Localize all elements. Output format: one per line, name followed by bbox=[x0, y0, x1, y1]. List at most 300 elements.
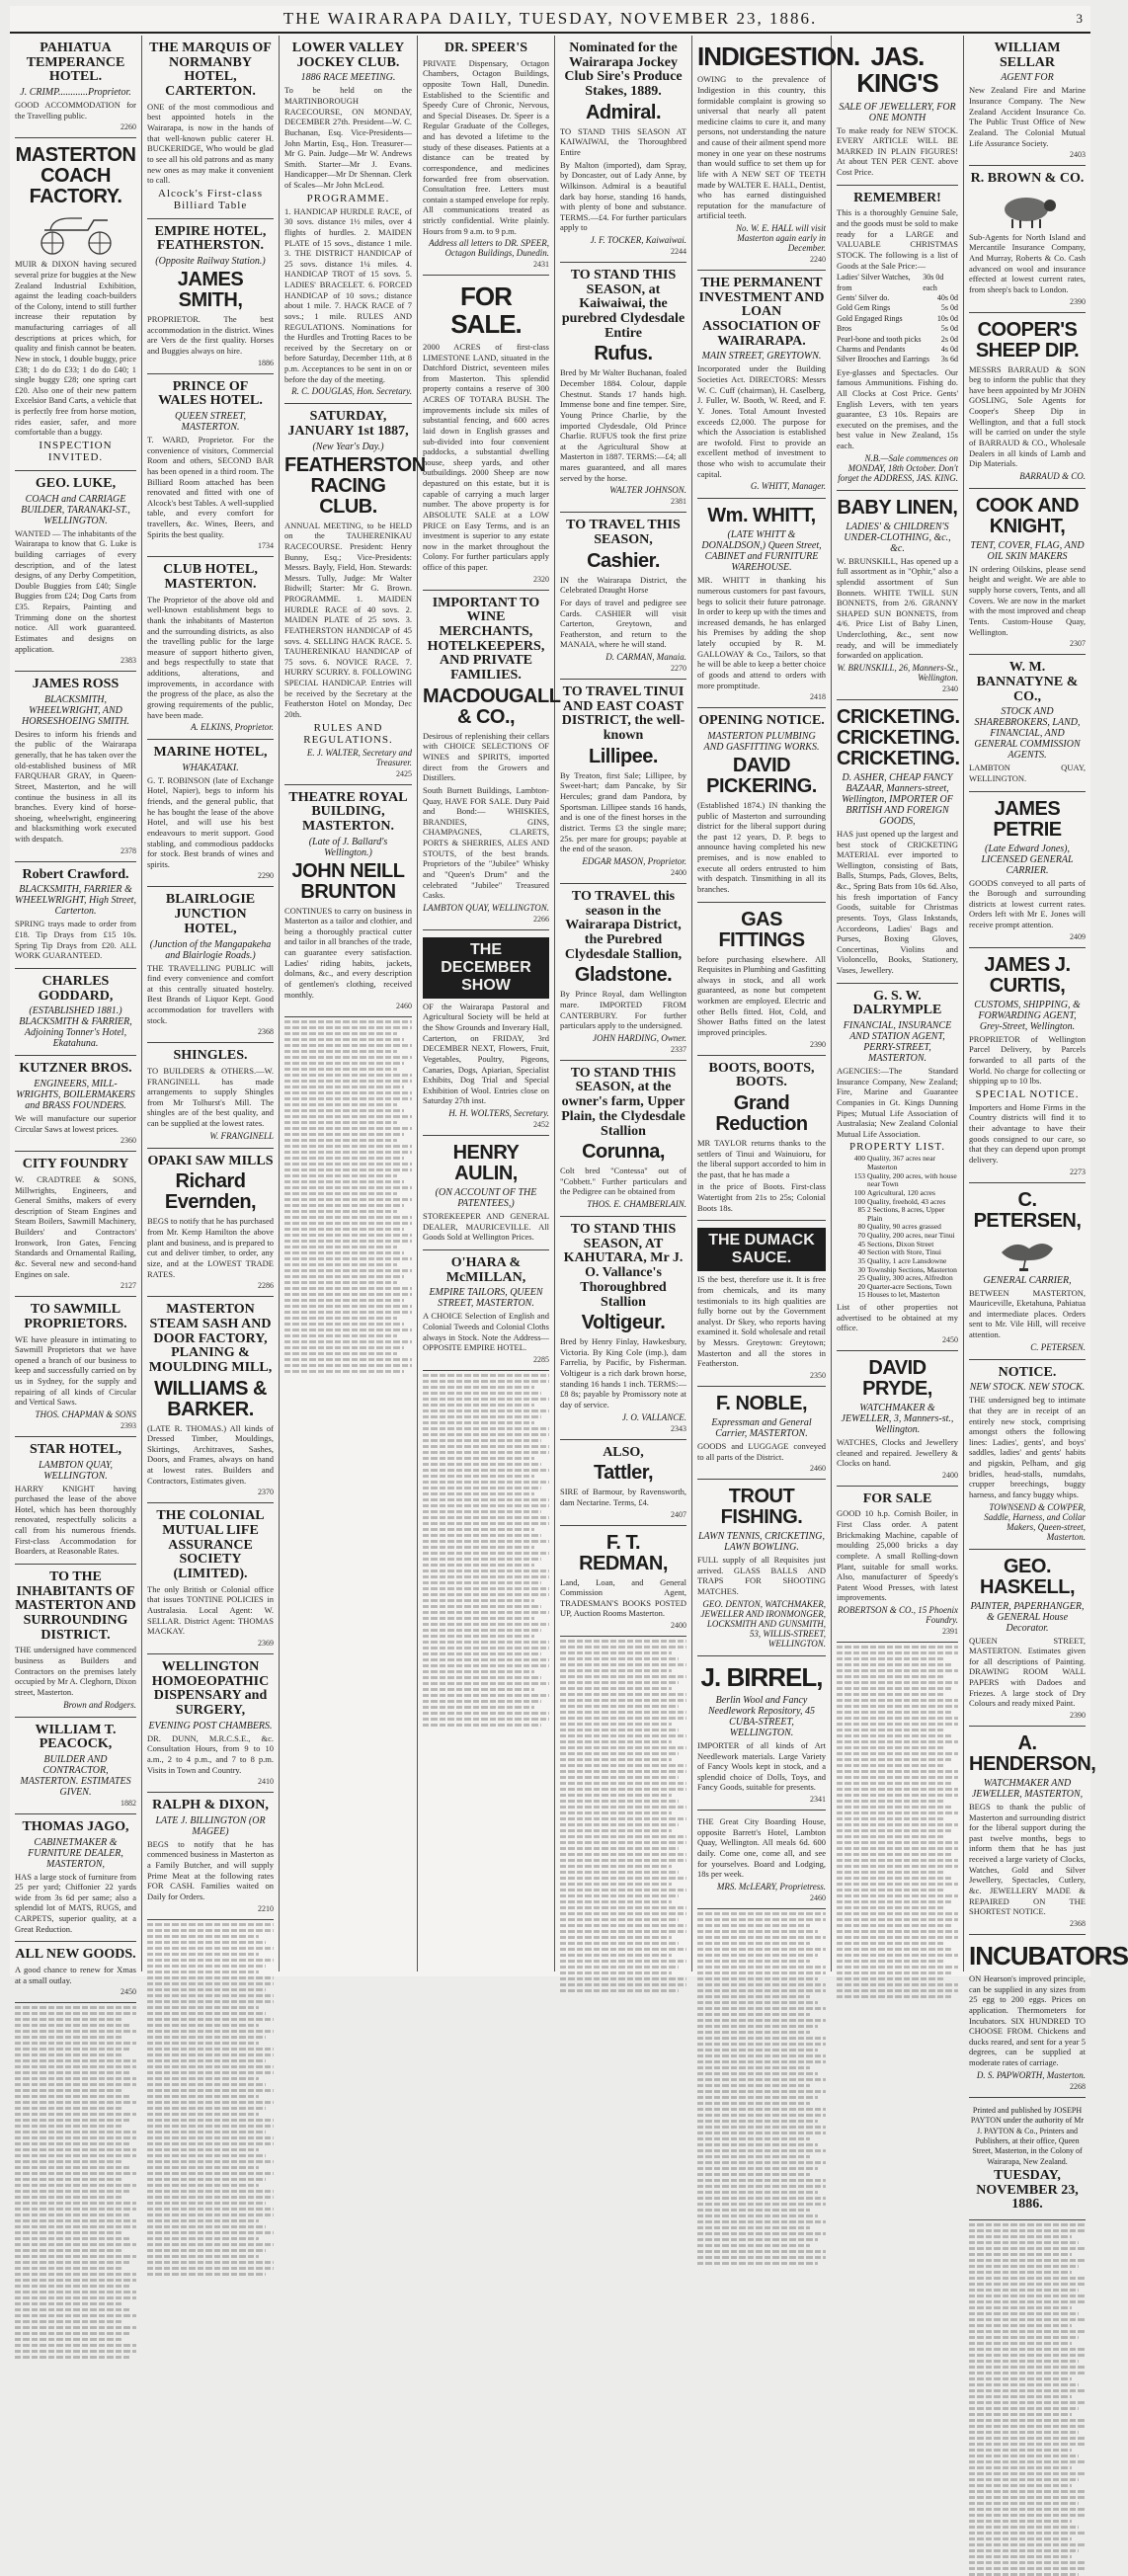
column-text-filler bbox=[147, 1923, 274, 2276]
ad-body-text: Desires to inform his friends and the public of the Wairarapa generally, that he has taken over the old-established business of MR FARQUHAR GRAY, in Queen-Street, Masterton, and he will continue the business in all its branches. Every kind of horse-shoeing, wheelwright, engineering and blacksmithing work executed with despatch. bbox=[15, 728, 136, 845]
ad-body-text: Incorporated under the Building Societies Act. DIRECTORS: Messrs W. C. Cuff (chairman), H. Caselberg, J. Fuller, W. Booth, W. Reed, and F. Y. Jones. Total Amount Invested exceeds £2,000. The purpose for which the Association is established are twofold. First to provide an excellent method of investment to those who wish to accumulate their capital. bbox=[697, 363, 826, 479]
ad-heading: STAR HOTEL, bbox=[29, 1441, 122, 1457]
ad-heading: WILLIAM SELLAR bbox=[994, 40, 1061, 70]
ad-body-text: W. CRADTREE & SONS, Millwrights, Engineers, and General Smiths, makers of every description of Steam Engines and Steam Boilers, Sawmill Machinery, Builders' and Contractors' Ironwork, Iron Gates, Fencing Standards and Ornamental Railing, &c. Several new and second-hand Engines on sale. bbox=[15, 1173, 136, 1279]
advertisement bbox=[837, 36, 958, 186]
ad-body-text: ANNUAL MEETING, to be HELD on the TAUHERENIKAU RACECOURSE. President: Henry Bunny, Esq.; Vice-Presidents: Messrs. Bayly, Field, Hon. Stewards: Messrs. Tully, Judge: Mr Walter Bidwill; Starter: Mr G. Brown. PROGRAMME. 1. MAIDEN HURDLE RACE of 40 sovs. 2. MAIDEN PLATE of 25 sovs. 3. FEATHERSTON HANDICAP of 45 sovs. 4. SELLING HACK RACE. 5. TAUHERENIKAU HANDICAP of 75 sovs. 6. NOVICE RACE. 7. HURRY SCURRY. 8. FOLLOWING SPECIAL HANDICAP. Entries will be received by the Secretary at the Featherston Hotel on Monday, Dec 20th. bbox=[284, 520, 412, 719]
advertisement bbox=[969, 166, 1086, 312]
ad-subheading: 1886 RACE MEETING. bbox=[300, 72, 396, 84]
ad-signature: E. J. WALTER, Secretary and Treasurer. bbox=[306, 747, 412, 767]
ad-signature: BARRAUD & CO. bbox=[1019, 470, 1086, 481]
ad-reference-number: 2407 bbox=[671, 1509, 686, 1519]
ad-body-text: BEGS to notify that he has purchased from Mr. Kemp Hamilton the above plant and business, and is prepared to cut and deliver timber, to order, any size, and at the LOWEST TRADE RATES. bbox=[147, 1216, 274, 1279]
ad-heading: TO TRAVEL THIS SEASON, bbox=[566, 518, 681, 547]
ad-body-text: Bred by Mr Walter Buchanan, foaled December 1884. Colour, dapple Chestnut. Stands 17 hands high. Immense bone and fine temper. Sire, Young Prince Charlie, by the imported Clydesdale, Old Prince Charlie. RUFUS took the first prize at the Agricultural Show at Masterton in 1887. TERMS:—£4; all mares guaranteed, and all mares served by the horse. bbox=[560, 367, 686, 483]
ad-body-text: HAS a large stock of furniture from 25 per yard; Chiffonier 22 yards wide from 3s 6d per same; also a splendid lot of MATS, RUGS, and CARPETS, superior quality, at a Great Reduction. bbox=[15, 1871, 136, 1934]
ad-body-text: BEGS to thank the public of Masterton and surrounding district for the liberal support during the past twelve months, begs to inform them that he has just received a large variety of Clocks, Watches, Gold and Silver Jewellery, Spectacles, Cutlery, &c. JEWELLERY MADE & REPAIRED ON THE SHORTEST NOTICE. bbox=[969, 1801, 1086, 1917]
ad-subheading: Berlin Wool and Fancy Needlework Repository, 45 CUBA-STREET, WELLINGTON. bbox=[707, 1694, 816, 1738]
ad-reference-number: 2425 bbox=[396, 768, 412, 778]
column-1 bbox=[10, 36, 142, 1997]
ad-reference-number: 2410 bbox=[258, 1777, 274, 1787]
ad-signature: G. WHITT, Manager. bbox=[750, 481, 826, 492]
ad-body-text: BEGS to notify that he has commenced business in Masterton as a Family Butcher, and will supply Prime Meat at the following rates FOR CASH. Families waited on Daily for Orders. bbox=[147, 1838, 274, 1901]
advertisement bbox=[697, 708, 826, 902]
ad-reference-number: 2273 bbox=[1070, 1167, 1086, 1176]
ad-heading: Wm. WHITT, bbox=[707, 505, 816, 527]
ad-body-text-continued: List of other properties not advertised to be obtained at my office. bbox=[837, 1302, 958, 1333]
ad-subheading: (ON ACCOUNT OF THE PATENTEES,) bbox=[435, 1187, 537, 1210]
ad-subheading: WATCHMAKER AND JEWELLER, MASTERTON, bbox=[971, 1777, 1084, 1800]
advertisement bbox=[147, 1149, 274, 1297]
ad-heading: CRICKETING. CRICKETING. CRICKETING. bbox=[837, 705, 960, 769]
ad-body-text: New Zealand Fire and Marine Insurance Company. The New Zealand Accident Insurance Co. The Public Trust Office of New Zealand. The Colonial Mutual Life Assurance Society. bbox=[969, 85, 1086, 148]
ad-body-text: before purchasing elsewhere. All Requisites in Plumbing and Gasfitting always in stock, and all work guaranteed, as none but competent workmen are employed. Electric and other Bells fitted. Hot, Cold, and Shower Baths fitted on the latest improved principles. bbox=[697, 953, 826, 1037]
ad-signature: N.B.—Sale commences on MONDAY, 18th October. Don't forget the ADDRESS, JAS. KING. bbox=[838, 452, 958, 483]
advertisement bbox=[697, 1656, 826, 1811]
ad-heading: DR. SPEER'S bbox=[443, 40, 528, 55]
ad-signature: THOS. E. CHAMBERLAIN. bbox=[587, 1199, 686, 1210]
price-list-price: 30s 0d each bbox=[923, 273, 944, 292]
ad-signature: THOS. CHAPMAN & SONS bbox=[35, 1409, 136, 1419]
advertisement bbox=[697, 271, 826, 499]
ad-body-text: We will manufacture our superior Circular Saws at lowest prices. bbox=[15, 1112, 136, 1134]
columns-area bbox=[10, 36, 1128, 2213]
ad-display-name: Richard Evernden, bbox=[164, 1170, 257, 1214]
property-price: 15 bbox=[857, 1290, 865, 1300]
ad-body-text: PROPRIETOR of Wellington Parcel Delivery, by Parcels forwarded to all parts of the World. No charge for collecting or shipping up to 10 lbs. bbox=[969, 1033, 1086, 1087]
advertisement bbox=[697, 903, 826, 1056]
column-2 bbox=[142, 36, 280, 1972]
ad-heading: GAS FITTINGS bbox=[718, 908, 805, 951]
ad-heading: INDIGESTION. bbox=[697, 41, 860, 71]
ad-subheading: WHAKATAKI. bbox=[182, 762, 239, 773]
ad-heading: JAMES PETRIE bbox=[993, 797, 1062, 841]
advertisement bbox=[15, 36, 136, 138]
ad-reference-number: 2260 bbox=[121, 122, 136, 132]
ad-body-text-continued: in the price of Boots. First-class Watertight from 21s to 25s; Colonial Boots 18s. bbox=[697, 1181, 826, 1213]
ad-heading: ALL NEW GOODS. bbox=[15, 1947, 136, 1963]
ad-subheading: QUEEN STREET, MASTERTON. bbox=[174, 411, 247, 433]
ad-signature: R. C. DOUGLAS, Hon. Secretary. bbox=[291, 386, 412, 397]
ad-subheading: CABINETMAKER & FURNITURE DEALER, MASTERTON, bbox=[28, 1836, 123, 1870]
ad-body-text: A good chance to renew for Xmas at a small outlay. bbox=[15, 1965, 136, 1985]
ad-reference-number: 2341 bbox=[810, 1795, 826, 1805]
ad-body-text: THE TRAVELLING PUBLIC will find every convenience and comfort at this centrally situated hostelry. Best Brands of Liquor Kept. Good accommodation for travellers with stock. bbox=[147, 962, 274, 1025]
ad-display-name: Admiral. bbox=[585, 101, 662, 123]
advertisement bbox=[147, 740, 274, 887]
ad-body-text: THE undersigned beg to intimate that they are in receipt of an entirely new stock, comprising amongst others the following lines: Ladies', gents', and boys' saddles, ladies' and gents' habits and pigskin, Pelham, and gig bridles, head-stalls, numdahs, crupper breechings, buggy harness, and fancy buggy whips. bbox=[969, 1395, 1086, 1499]
advertisement bbox=[837, 700, 958, 984]
ad-subheading: (ESTABLISHED 1881.) BLACKSMITH & FARRIER, Adjoining Tonner's Hotel, Ekatahuna. bbox=[19, 1006, 132, 1050]
ad-heading: F. NOBLE, bbox=[715, 1392, 808, 1414]
advertisement bbox=[969, 948, 1086, 1183]
ad-body-text: W. BRUNSKILL, Has opened up a full assortment as in "Ophir," also a splendid assortment of Sun Bonnets. WHITE TWILL SUN BONNETS, from 2/6. GRANNY SHAPED SUN BONNETS, from 4/6. Price List of Baby Linen, Underclothing, &c., sent now ready, and will be immediately forwarded on application. bbox=[837, 555, 958, 661]
ad-section-label: SPECIAL NOTICE. bbox=[975, 1087, 1080, 1100]
ad-body-text: A CHOICE Selection of English and Colonial Tweeds and Colonial Cloths always in Stock. Note the Address— OPPOSITE EMPIRE HOTEL. bbox=[423, 1311, 549, 1353]
property-price: 85 bbox=[857, 1205, 865, 1215]
ad-display-name: Corunna, bbox=[582, 1141, 665, 1164]
column-4 bbox=[418, 36, 561, 1972]
advertisement bbox=[15, 471, 136, 672]
ad-subheading: CUSTOMS, SHIPPING, & FORWARDING AGENT, Grey-Street, Wellington. bbox=[974, 999, 1081, 1032]
ad-heading: TO STAND THIS SEASON, AT KAHUTARA, Mr J. O. Vallance's Thoroughbred Stallion bbox=[563, 1222, 684, 1310]
ad-subheading: COACH and CARRIAGE BUILDER, TARANAKI-ST., WELLINGTON. bbox=[21, 493, 130, 526]
ad-heading: CLUB HOTEL, MASTERTON. bbox=[163, 562, 258, 592]
ad-reference-number: 2400 bbox=[671, 1621, 686, 1630]
imprint-date: TUESDAY, NOVEMBER 23, 1886. bbox=[976, 2168, 1079, 2213]
ad-heading: TO THE INHABITANTS OF MASTERTON AND SURROUNDING DISTRICT. bbox=[15, 1569, 136, 1643]
column-text-filler bbox=[560, 1640, 686, 1992]
ad-body-text: STOREKEEPER AND GENERAL DEALER, MAURICEVILLE. All Goods Sold at Wellington Prices. bbox=[423, 1211, 549, 1243]
ad-reference-number: 2450 bbox=[942, 1334, 958, 1344]
property-price: 100 bbox=[853, 1196, 865, 1206]
advertisement bbox=[423, 276, 549, 590]
ad-reference-number: 1886 bbox=[258, 358, 274, 367]
property-description: 2 Sections, 8 acres, Upper Plain bbox=[867, 1205, 945, 1223]
ad-heading: KUTZNER BROS. bbox=[19, 1061, 132, 1077]
advertisement bbox=[560, 884, 686, 1061]
price-list-item: Gold Gem Rings bbox=[837, 303, 891, 313]
ad-heading: COOPER'S SHEEP DIP. bbox=[975, 318, 1080, 362]
ad-body-text: G. T. ROBINSON (late of Exchange Hotel, Napier), begs to inform his friends, and the general public, that he has bought the lease of the above Hotel, and will use his best endeavours to merit support. Good stabling, and commodious paddocks for stock. Best brands of wines and spirits. bbox=[147, 774, 274, 869]
ad-heading: THE DECEMBER SHOW bbox=[423, 937, 549, 999]
ad-body-text: ONE of the most commodious and best appointed hotels in the Wairarapa, is now in the hands of that well-known public caterer H. BUCKERIDGE, Who would be glad to see all his old patrons and as many new ones as may make it convenient to call. bbox=[147, 101, 274, 186]
ad-heading: CHARLES GODDARD, bbox=[38, 973, 114, 1004]
property-description: Agricultural, 120 acres bbox=[867, 1187, 935, 1197]
advertisement bbox=[969, 792, 1086, 948]
price-list-price: 5s 0d bbox=[940, 324, 958, 334]
ad-body-text: GOOD ACCOMMODATION for the Travelling public. bbox=[15, 100, 136, 121]
property-description: Quality, 200 acres, near Tinui bbox=[867, 1231, 955, 1241]
ad-subheading: EMPIRE TAILORS, QUEEN STREET, MASTERTON. bbox=[429, 1287, 543, 1310]
ad-heading: TO STAND THIS SEASON, at the owner's farm, Upper Plain, the Clydesdale Stallion bbox=[561, 1065, 685, 1139]
ad-signature: J. F. TOCKER, Kaiwaiwai. bbox=[590, 235, 686, 245]
ad-heading: NOTICE. bbox=[998, 1364, 1057, 1380]
ad-body-text: ON Hearson's improved principle, can be supplied in any sizes from 25 egg to 200 eggs. Prices on application. Thermometers for Incubators. SIX HUNDRED TO CHOOSE FROM. Chickens and ducks reared, and sent for a year 5 degrees, can be supplied at moderate rates of carriage. bbox=[969, 1973, 1086, 2068]
ad-subheading: AGENT FOR bbox=[1001, 72, 1054, 84]
property-description: Quality, freehold, 43 acres bbox=[867, 1196, 946, 1206]
ad-body-text: Colt bred "Contessa" out of "Cobbett." Further particulars and the Pedigree can be obtained from bbox=[560, 1166, 686, 1197]
ad-body-text: GOOD 10 h.p. Cornish Boiler, in First Class order. A patent Brickmaking Machine, capable of moulding 25,000 bricks a day complete. A small Rolling-down Plant, suitable for small works. Also, manufacturer of Speedy's Patent Wood Presses, with latest improvements. bbox=[837, 1508, 958, 1603]
ad-heading: OPENING NOTICE. bbox=[698, 713, 825, 729]
column-text-filler bbox=[423, 1374, 549, 1727]
ad-reference-number: 1734 bbox=[258, 541, 274, 551]
advertisement bbox=[147, 1654, 274, 1793]
property-price: 30 bbox=[857, 1264, 865, 1274]
ad-subheading: LADIES' & CHILDREN'S UNDER-CLOTHING, &c., &c. bbox=[844, 521, 951, 554]
column-text-filler bbox=[284, 1020, 412, 1373]
advertisement bbox=[15, 969, 136, 1056]
ad-reference-number: 2393 bbox=[121, 1420, 136, 1430]
ad-display-name: WILLIAMS & BARKER. bbox=[154, 1377, 267, 1420]
ad-reference-number: 2409 bbox=[1070, 931, 1086, 941]
ad-body-text: HAS just opened up the largest and best stock of CRICKETING MATERIAL ever imported to Wellington, consisting of Bats, Balls, Stumps, Pads, Gloves, Belts, &c., Spring Bats from 10s 6d. Also, his fresh importation of Fancy Goods, suitable for Christmas presents. Toys, Glass Inkstands, Accordeons, Ladies' Bags and Purses, Boxing Gloves, Concertinas, Violins and Violoncello, Books, Stationery, Vases, Jewellery. bbox=[837, 828, 958, 976]
advertisement bbox=[147, 1793, 274, 1919]
ad-body-text: PRIVATE Dispensary, Octagon Chambers, Octagon Buildings, opposite Town Hall, Dunedin. Established to the Scientific and Speedy Cure of Chronic, Nervous, and Special Diseases. Dr. Speer is a Regular Graduate of the Colleges, and has devoted a lifetime to the study of these diseases. Patients at a distance can be treated by correspondence, and medicines forwarded free from observation. Consultation free. Letters must contain a stamped envelope for reply. All communications treated as strictly confidential. Write plainly. Hours from 9 a.m. to 9 p.m. bbox=[423, 57, 549, 236]
ad-reference-number: 2370 bbox=[258, 1488, 274, 1497]
ad-heading: THE DUMACK SAUCE. bbox=[697, 1228, 826, 1271]
column-8 bbox=[964, 36, 1128, 2213]
ad-heading: TROUT FISHING. bbox=[720, 1486, 803, 1529]
sheep-illustration bbox=[993, 190, 1062, 229]
ad-reference-number: 2460 bbox=[810, 1892, 826, 1902]
ad-display-name: FEATHERSTON RACING CLUB. bbox=[284, 453, 426, 518]
ad-heading: JAMES J. CURTIS, bbox=[984, 953, 1071, 997]
property-description: Houses to let, Masterton bbox=[867, 1290, 940, 1300]
ad-reference-number: 2452 bbox=[533, 1120, 549, 1130]
advertisement bbox=[697, 1056, 826, 1222]
ad-display-name: Voltigeur. bbox=[581, 1312, 666, 1334]
ad-body-text: HARRY KNIGHT having purchased the lease of the above Hotel, which has been thoroughly renovated, respectfully solicits a call from his numerous friends. First-class Accommodation for Boarders, at Reasonable Rates. bbox=[15, 1483, 136, 1557]
ad-display-name: Rufus. bbox=[594, 343, 653, 365]
advertisement bbox=[969, 36, 1086, 166]
ad-body-text: SPRING trays made to order from £18. Tip Drays from £15 10s. Spring Tip Drays from £20. ALL WORK GUARANTEED. bbox=[15, 919, 136, 961]
ad-section-label: Alcock's First-class Billiard Table bbox=[158, 187, 263, 211]
ad-body-text: To make ready for NEW STOCK. EVERY ARTICLE WILL BE MARKED IN PLAIN FIGURES! At about TEN PER CENT. above Cost Price. bbox=[837, 124, 958, 178]
ad-section-label: PROPERTY LIST. bbox=[848, 1141, 946, 1154]
price-list-price: 2s 0d bbox=[940, 334, 958, 344]
ad-body-text: Land, Loan, and General Commission Agent, TRADESMAN'S BOOKS POSTED UP, Auction Rooms Masterton. bbox=[560, 1576, 686, 1619]
advertisement bbox=[560, 1061, 686, 1217]
ad-signature: Address all letters to DR. SPEER, Octagon Buildings, Dunedin. bbox=[429, 238, 549, 259]
ad-heading: PRINCE OF WALES HOTEL. bbox=[158, 378, 263, 409]
property-price: 35 bbox=[857, 1255, 865, 1265]
price-list-item: Gents' Silver do. bbox=[837, 292, 890, 302]
ad-reference-number: 2320 bbox=[533, 574, 549, 584]
ad-body-text: By Treaton, first Sale; Lillipee, by Sweet-hart; dam Pancake, by Sir Hercules; grand dam Pandora, by Sportsman. Lillipee stands 16 hands, and is one of the finest horses in the district. Terms £3 the single mare; 25s. per mare for groups; payable at the end of the season. bbox=[560, 769, 686, 854]
ad-heading: EMPIRE HOTEL, FEATHERSTON. bbox=[154, 223, 267, 254]
ad-heading: INCUBATORS bbox=[969, 1940, 1128, 1971]
ad-heading: IMPORTANT TO WINE MERCHANTS, HOTELKEEPERS, AND PRIVATE FAMILIES. bbox=[427, 595, 545, 684]
ad-body-text-continued: South Burnett Buildings, Lambton-Quay, HAVE FOR SALE. Duty Paid and Bond:— WHISKIES, BRANDIES, GINS, CHAMPAGNES, CLARETS, PORTS & SHERRIES, ALES AND STOUTS, of the best brands. Proprietors of the "Jubilee" Whisky and "Queen's Drum" and the celebrated "Jubilee" Treasured Casks. bbox=[423, 784, 549, 901]
property-list-table bbox=[837, 1155, 958, 1300]
ad-reference-number: 2403 bbox=[1070, 150, 1086, 160]
ad-section-label: RULES AND REGULATIONS. bbox=[303, 721, 393, 746]
property-price: 70 bbox=[857, 1231, 865, 1241]
ad-display-name: Gladstone. bbox=[574, 964, 673, 987]
ad-display-name: JAMES SMITH, bbox=[177, 269, 244, 312]
ad-heading: C. PETERSEN, bbox=[973, 1188, 1082, 1232]
advertisement bbox=[837, 1351, 958, 1487]
ad-body-text: CONTINUES to carry on business in Masterton as a tailor and clothier, and being a thoroughly practical cutter and tailor in all branches of the trade, can guarantee every satisfaction. Ladies' riding habits, jackets, dolmans, &c., and every description of gentlemen's clothing, received monthly. bbox=[284, 905, 412, 1000]
advertisement bbox=[284, 785, 412, 1018]
ad-display-name: DAVID PICKERING. bbox=[706, 754, 817, 797]
advertisement bbox=[560, 1526, 686, 1638]
ad-heading: TO TRAVEL TINUI AND EAST COAST DISTRICT, the well-known bbox=[561, 684, 685, 744]
ad-body-text: MR TAYLOR returns thanks to the settlers of Tinui and Wainuioru, for the liberal support accorded to him in the past, that he has made a bbox=[697, 1137, 826, 1179]
ad-body-text-continued: Importers and Home Firms in the Country districts will find it to their advantage to have their goods consigned to our care, so that they can depend upon prompt delivery. bbox=[969, 1101, 1086, 1165]
ad-reference-number: 2127 bbox=[121, 1281, 136, 1291]
ad-heading: COOK AND KNIGHT, bbox=[975, 494, 1080, 537]
ad-body-text: T. WARD, Proprietor. For the convenience of visitors, Commercial Room and others, SECOND BAR has been opened in a third room. The Billiard Room attached has been renovated and fitted with one of Alcock's best Tables. A well-supplied table, and every comfort for travellers, &c. Wines, Beers, and Spirits the best quality. bbox=[147, 435, 274, 539]
ad-body-text: WE have pleasure in intimating to Sawmill Proprietors that we have opened a branch of our business to keep and successfully carried on by us in Sydney, for the supply and repairing of all kinds of Circular and Vertical Saws. bbox=[15, 1333, 136, 1408]
ad-body-text: Bred by Henry Finlay, Hawkesbury, Victoria. By King Cole (imp.), dam Farrelia, by Pacific, by Fisherman. Voltigeur is a rich dark brown horse, standing 16 hands 1 inch. TERMS:—£8 8s; payable by Promissory note at day of service. bbox=[560, 1336, 686, 1409]
advertisement bbox=[969, 1360, 1086, 1550]
advertisement bbox=[147, 1297, 274, 1503]
ad-signature: H. H. WOLTERS, Secretary. bbox=[448, 1108, 549, 1119]
advertisement bbox=[147, 887, 274, 1043]
property-price: 400 bbox=[853, 1154, 865, 1164]
property-description: Quality, 1 acre Lansdowne bbox=[867, 1255, 947, 1265]
ad-display-name: Tattler, bbox=[593, 1462, 654, 1485]
ad-heading: RALPH & DIXON, bbox=[152, 1798, 269, 1813]
advertisement bbox=[697, 1221, 826, 1387]
ad-subheading: J. CRIMP............Proprietor. bbox=[20, 87, 131, 99]
ad-heading: TO STAND THIS SEASON, at Kaiwaiwai, the purebred Clydesdale Entire bbox=[561, 268, 685, 341]
ad-subheading: LATE J. BILLINGTON (OR MAGEE) bbox=[155, 1814, 266, 1837]
ad-reference-number: 2360 bbox=[121, 1136, 136, 1146]
ad-heading: WELLINGTON HOMOEOPATHIC DISPENSARY and SURGERY, bbox=[151, 1658, 270, 1718]
ad-body-text: MUIR & DIXON having secured several prize for buggies at the New Zealand Industrial Exhibition, against the leading coach-builders of the Colony, intend to still further increase their reputation by manufacturing carriages of all descriptions at prices which, for quality and finish cannot be beaten. New in stock, 1 double buggy, price £38; 1 do do £33; 1 do do £40; 1 single buggy £28; one spring cart £20. Also one of their new pattern Excelsior Band Carts, a vehicle that is perfectly free from horse motion, rides easier, safer, and more comfortable than a buggy. bbox=[15, 259, 136, 438]
property-description: Quality, 90 acres grassed bbox=[867, 1222, 941, 1232]
advertisement bbox=[15, 1942, 136, 2003]
ad-subheading: D. ASHER, CHEAP FANCY BAZAAR, Manners-street, Wellington, IMPORTER OF BRITISH AND FOREIGN GOODS, bbox=[842, 771, 953, 827]
ad-heading: THEATRE ROYAL BUILDING, MASTERTON. bbox=[288, 789, 408, 834]
ad-subheading: LAMBTON QUAY, WELLINGTON. bbox=[38, 1459, 114, 1482]
advertisement bbox=[969, 1935, 1128, 2098]
price-list-item: Gold Engaged Rings bbox=[837, 313, 903, 323]
ad-subheading: FINANCIAL, INSURANCE AND STATION AGENT, PERRY-STREET, MASTERTON. bbox=[843, 1020, 952, 1065]
ad-heading: WILLIAM T. PEACOCK, bbox=[35, 1722, 117, 1752]
ad-reference-number: 2381 bbox=[671, 497, 686, 507]
ad-body-text: OWING to the prevalence of Indigestion in this country, this formidable complaint is growing so universal that nearly all patent medicine claims to cure it, and many persons, not understanding the nature and cause of their ailment spend more money in one year on these nostrums than would suffice to set them up for life with A NEW SET OF TEETH made by WALTER E. HALL, Dentist, who has earned distinguished reputation for the manufacture of artificial teeth. bbox=[697, 74, 826, 221]
ad-heading: REMEMBER! bbox=[853, 190, 941, 205]
advertisement bbox=[560, 263, 686, 513]
ad-signature: ROBERTSON & CO., 15 Phoenix Foundry. bbox=[838, 1605, 958, 1626]
ad-signature: No. W. E. HALL will visit Masterton again early in December. bbox=[735, 223, 826, 254]
advertisement bbox=[147, 1503, 274, 1654]
advertisement bbox=[560, 36, 686, 263]
ad-reference-number: 2400 bbox=[671, 867, 686, 877]
column-5 bbox=[555, 36, 692, 1972]
ad-body-text: The Proprietor of the above old and well-known establishment begs to thank the inhabitants of Masterton and the surrounding districts, as also the travelling public for the large measure of support hitherto given, and begs respectfully to state that additions, alterations, and improvements, in accordance with the progress of the place, as also the growing requirements of the public, have been made. bbox=[147, 594, 274, 720]
column-text-filler bbox=[697, 1912, 826, 2265]
ad-heading: PAHIATUA TEMPERANCE HOTEL. bbox=[26, 40, 125, 85]
imprint-text: Printed and published by JOSEPH PAYTON under the authority of Mr J. PAYTON & Co., Printers and Publishers, at their office, Queen Street, Masterton, in the Colony of Wairarapa, New Zealand. bbox=[970, 2105, 1085, 2166]
ad-reference-number: 2418 bbox=[810, 692, 826, 702]
ad-body-text: WATCHES, Clocks and Jewellery cleaned and repaired. Jewellery & Clocks on hand. bbox=[837, 1436, 958, 1469]
ad-section-label: INSPECTION INVITED. bbox=[39, 439, 113, 463]
ad-heading: LOWER VALLEY JOCKEY CLUB. bbox=[291, 40, 405, 70]
advertisement bbox=[560, 1440, 686, 1526]
table-row bbox=[837, 1172, 958, 1189]
ad-body-text: OF the Wairarapa Pastoral and Agricultural Society will be held at the Show Grounds and Inverary Hall, Carterton, on FRIDAY, 3rd DECEMBER NEXT, Flowers, Fruit, Vegetables, Poultry, Pigeons, Canaries, Dogs, Apiarian, Specialist Exhibits, Dog Trial and Special Exhibition of Wool. Entries close on Saturday 27th inst. bbox=[423, 1001, 549, 1106]
ad-subheading: (Opposite Railway Station.) bbox=[155, 256, 266, 268]
ad-body-text: IS the best, therefore use it. It is free from chemicals, and its many testimonials to its high qualities are fully borne out by the Government analyst. Dr Skey, who reports having examined it. Sold wholesale and retail by Messrs. Greytown: Greytown; Masterton and all the stores in Featherston. bbox=[697, 1274, 826, 1369]
ad-body-text: MESSRS BARRAUD & SON beg to inform the public that they have been appointed by Mr JOHN GOSLING, Sole Agents for Cooper's Sheep Dip in Wellington, and that a full stock will be carried on under the style of BARRAUD & CO., Wholesale Dealers in all kinds of Lamb and Dip Materials. bbox=[969, 363, 1086, 469]
price-list-row bbox=[837, 303, 958, 313]
ad-body-text-continued: 1. HANDICAP HURDLE RACE, of 30 sovs. distance 1½ miles, over 4 flights of hurdles. 2. MAIDEN PLATE of 15 sovs., distance 1 mile. 3. THE DISTRICT HANDICAP of 25 sovs. distance 1¼ miles. 4. HANDICAP TROT of 15 sovs. 5. LADIES' BRACELET. 6. FORCED HANDICAP of 10 sovs.; distance about 1 mile. 7. HACK RACE of 7 sovs.; 1 mile. RULES AND REGULATIONS. Nominations for the Hurdles and Trotting Races to be received by the Secretary on or before Saturday, December 11th, at 8 p.m. Acceptances to be sent in on or before the day of the meeting. bbox=[284, 205, 412, 384]
ad-reference-number: 2307 bbox=[1070, 639, 1086, 649]
property-price: 20 bbox=[857, 1281, 865, 1291]
price-list-row bbox=[837, 293, 958, 303]
price-list-item: Silver Brooches and Earrings bbox=[837, 355, 929, 364]
advertisement bbox=[147, 219, 274, 374]
advertisement bbox=[15, 862, 136, 969]
ad-heading: HENRY AULIN, bbox=[452, 1142, 520, 1185]
ad-body-text: IMPORTER of all kinds of Art Needlework materials. Large Variety of Fancy Wools kept in stock, and a splendid choice of Dolls, Toys, and Fancy Goods, suitable for presents. bbox=[697, 1739, 826, 1793]
ad-signature: JOHN HARDING, Owner. bbox=[593, 1032, 686, 1043]
ad-subheading: BLACKSMITH, FARRIER & WHEELWRIGHT, High Street, Carterton. bbox=[15, 884, 136, 918]
ad-subheading: EVENING POST CHAMBERS. bbox=[148, 1720, 273, 1731]
ad-section-label: PROGRAMME. bbox=[306, 192, 390, 204]
ad-heading: FOR SALE bbox=[862, 1490, 932, 1506]
ad-body-text-continued: For days of travel and pedigree see Cards. CASHIER will visit Carterton, Greytown, and Featherston, and return to the MANAIA, where he will stand. bbox=[560, 597, 686, 650]
ad-body-text: PROPRIETOR. The best accommodation in the district. Wines are Vers de the first quality. Horses and Buggies always on hire. bbox=[147, 314, 274, 356]
advertisement bbox=[837, 491, 958, 700]
ad-heading: MASTERTON STEAM SASH AND DOOR FACTORY, PLANING & MOULDING MILL, bbox=[148, 1302, 273, 1375]
ad-subheading: TENT, COVER, FLAG, AND OIL SKIN MAKERS bbox=[970, 539, 1085, 562]
advertisement bbox=[284, 36, 412, 404]
ad-reference-number: 2368 bbox=[1070, 1918, 1086, 1928]
property-price: 45 bbox=[857, 1239, 865, 1248]
ad-reference-number: 2290 bbox=[258, 871, 274, 881]
property-price: 25 bbox=[857, 1273, 865, 1283]
ad-subheading: (LATE WHITT & DONALDSON,) Queen Street, CABINET and FURNITURE WAREHOUSE. bbox=[701, 529, 822, 574]
ad-reference-number: 2390 bbox=[1070, 1710, 1086, 1720]
advertisement bbox=[697, 499, 826, 708]
advertisement bbox=[560, 513, 686, 680]
ad-reference-number: 2460 bbox=[396, 1002, 412, 1011]
ad-reference-number: 2210 bbox=[258, 1903, 274, 1913]
property-price: 40 bbox=[857, 1248, 865, 1257]
advertisement bbox=[560, 1217, 686, 1440]
ad-heading: SATURDAY, JANUARY 1st 1887, bbox=[287, 409, 409, 439]
ad-body-text: (Established 1874.) IN thanking the public of Masterton and surrounding district for the liberal support during the past 12 years, D. P. begs to announce having completed his new premises, and is now enabled to execute all orders entrusted to him with despatch. Tinsmithing in all its branches. bbox=[697, 799, 826, 894]
property-description: Quality, 367 acres near Masterton bbox=[867, 1154, 936, 1172]
advertisement bbox=[969, 489, 1086, 655]
ad-heading: Robert Crawford. bbox=[22, 866, 129, 882]
ad-subheading: MASTERTON PLUMBING AND GASFITTING WORKS. bbox=[703, 730, 820, 753]
advertisement bbox=[15, 1297, 136, 1437]
column-text-filler bbox=[969, 2223, 1086, 2576]
ad-body-text-continued: Eye-glasses and Spectacles. Our famous Ammunitions. Fishing do. All Clocks at Cost Price. Gents' English Levers, with ten years guarantee, £3 10s. Repairs are executed on the premises, and the best value in New Zealand, 15s each. bbox=[837, 366, 958, 451]
newspaper-page bbox=[10, 6, 1128, 2213]
ad-heading: TO TRAVEL this season in the Wairarapa District, the Purebred Clydesdale Stallion, bbox=[564, 888, 683, 962]
price-list-row bbox=[837, 273, 958, 293]
advertisement bbox=[697, 1387, 826, 1480]
ad-reference-number: 2368 bbox=[258, 1027, 274, 1037]
advertisement bbox=[15, 1056, 136, 1152]
ad-subheading: MAIN STREET, GREYTOWN. bbox=[701, 351, 822, 362]
ad-heading: BABY LINEN, bbox=[837, 496, 958, 519]
ad-heading: J. BIRREL, bbox=[700, 1661, 823, 1692]
price-list-item: Ladies' Silver Watches, from bbox=[837, 273, 911, 292]
ad-heading: CITY FOUNDRY bbox=[22, 1157, 129, 1172]
ad-display-name: Lillipee. bbox=[589, 745, 658, 767]
advertisement bbox=[969, 2098, 1086, 2220]
ad-subheading: STOCK AND SHAREBROKERS, LAND, FINANCIAL, AND GENERAL COMMISSION AGENTS. bbox=[974, 706, 1081, 762]
ad-reference-number: 2285 bbox=[533, 1354, 549, 1364]
ad-reference-number: 2350 bbox=[810, 1370, 826, 1380]
ad-body-text: BETWEEN MASTERTON, Mauriceville, Eketahuna, Pahiatua and intermediate places. Orders sent to Mr. Vile Hill, will receive attention. bbox=[969, 1287, 1086, 1339]
advertisement bbox=[15, 1718, 136, 1814]
ad-heading: THE PERMANENT INVESTMENT AND LOAN ASSOCIATION OF WAIRARAPA. bbox=[698, 276, 825, 349]
ad-signature: W. BRUNSKILL, 26, Manners-St., Wellington. bbox=[837, 662, 958, 683]
advertisement bbox=[15, 1152, 136, 1297]
property-description: Quality, 200 acres, with house near Town bbox=[867, 1170, 957, 1189]
ad-display-name: F. T. REDMAN, bbox=[579, 1531, 668, 1574]
ad-body-text: GOODS and LUGGAGE conveyed to all parts of the District. bbox=[697, 1440, 826, 1462]
ad-reference-number: 2337 bbox=[671, 1044, 686, 1054]
advertisement bbox=[423, 1250, 549, 1371]
ad-reference-number: 2400 bbox=[942, 1470, 958, 1480]
ad-reference-number: 2343 bbox=[671, 1423, 686, 1433]
ad-heading: FOR SALE. bbox=[450, 282, 522, 339]
ad-body-text: To be held on the MARTINBOROUGH RACECOURSE, ON MONDAY, DECEMBER 27th. President—W. C. Buchanan, Esq. Vice-Presidents—John Martin, Esq., Hon. Treasurer—Mr G. Pain. Judge—Mr W. Andrews Smith. Starter—Mr J. Evans. Handicapper—Mr Dr Shennan. Clerk of Scales—Mr John McLeod. bbox=[284, 85, 412, 190]
ad-body-text: IN ordering Oilskins, please send height and weight. We are able to supply horse covers, Tents, and all Covers. We are now in the market with the most improved and cheap Tents. Custom-House Quay, Wellington. bbox=[969, 563, 1086, 637]
ad-subheading: WATCHMAKER & JEWELLER, 3, Manners-st., Wellington. bbox=[841, 1402, 954, 1435]
